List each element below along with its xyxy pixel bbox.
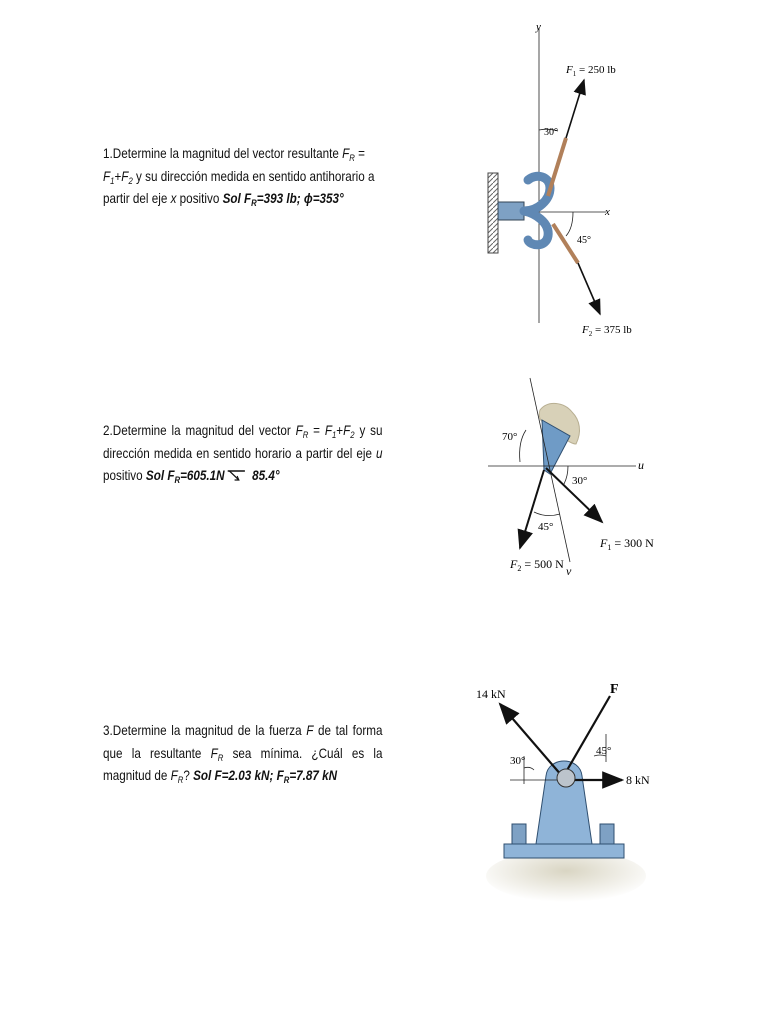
label-8kn: 8 kN <box>626 773 650 787</box>
angle-30-label: 30° <box>572 475 588 487</box>
f2-cable <box>553 224 578 263</box>
angle-30-label: 30° <box>544 127 558 138</box>
f1-arrow <box>566 80 584 138</box>
solution: Sol F=2.03 kN; $F_R=7.87$ kN <box>193 768 338 785</box>
problem-2-figure <box>480 372 670 584</box>
f2-arrow <box>578 263 600 314</box>
label-14kn: 14 kN <box>476 687 506 701</box>
f1-cable <box>548 138 566 196</box>
v-axis-label: v <box>566 564 572 578</box>
solution: Sol $F_R=393$ lb; ϕ=353° <box>222 191 344 208</box>
hook <box>524 176 550 244</box>
angle-45-label: 45° <box>577 235 591 246</box>
f2-arrow <box>520 470 544 548</box>
problem-3-text: 3.Determine la magnitud de la fuerza F de tal forma que la resultante $F_R$ sea mínima. ¿Cuál es la magnitud de $F_R$? Sol F=2.03 kN; $F_R=7.87$ kN <box>103 723 383 785</box>
f2-label: $F_2 = 375$ lb <box>582 324 632 338</box>
f1-label: $F_1 = 250$ lb <box>566 64 616 78</box>
f1-label: $F_1 = 300$ N <box>600 536 654 552</box>
bolt-right <box>600 824 614 844</box>
wall <box>488 173 498 253</box>
f2-label: $F_2 = 500$ N <box>510 557 564 573</box>
y-axis-label: y <box>536 21 541 33</box>
problem-number: 2. <box>103 423 113 438</box>
label-f: F <box>610 682 619 697</box>
angle-45-label: 45° <box>596 745 612 757</box>
u-axis-label: u <box>638 458 644 472</box>
solution: Sol $F_R=605.1N$ 85.4° <box>145 468 280 485</box>
base-plate <box>504 844 624 858</box>
problem-3-figure <box>470 676 650 906</box>
problem-2-text: 2.Determine la magnitud del vector $F_R = F_1+F_2$ y su dirección medida en sentido horario a partir del eje u positivo Sol $F_R=605.1N$ 85.4° <box>103 423 383 485</box>
clockwise-angle-icon <box>226 468 247 482</box>
problem-1-text: 1.Determine la magnitud del vector resultante $F_R = F_1+F_2$ y su dirección medida en sentido antihorario a partir del eje x positivo Sol $F_R=393$ lb; ϕ=353° <box>103 146 375 208</box>
angle-45-label: 45° <box>538 521 554 533</box>
problem-number: 3. <box>103 723 113 738</box>
pin <box>557 769 575 787</box>
problem-1-figure <box>478 18 648 338</box>
bolt-left <box>512 824 526 844</box>
angle-70-label: 70° <box>502 431 518 443</box>
angle-30-label: 30° <box>510 755 526 767</box>
x-axis-label: x <box>605 206 610 218</box>
force-f-line <box>566 696 610 772</box>
problem-number: 1. <box>103 146 113 161</box>
